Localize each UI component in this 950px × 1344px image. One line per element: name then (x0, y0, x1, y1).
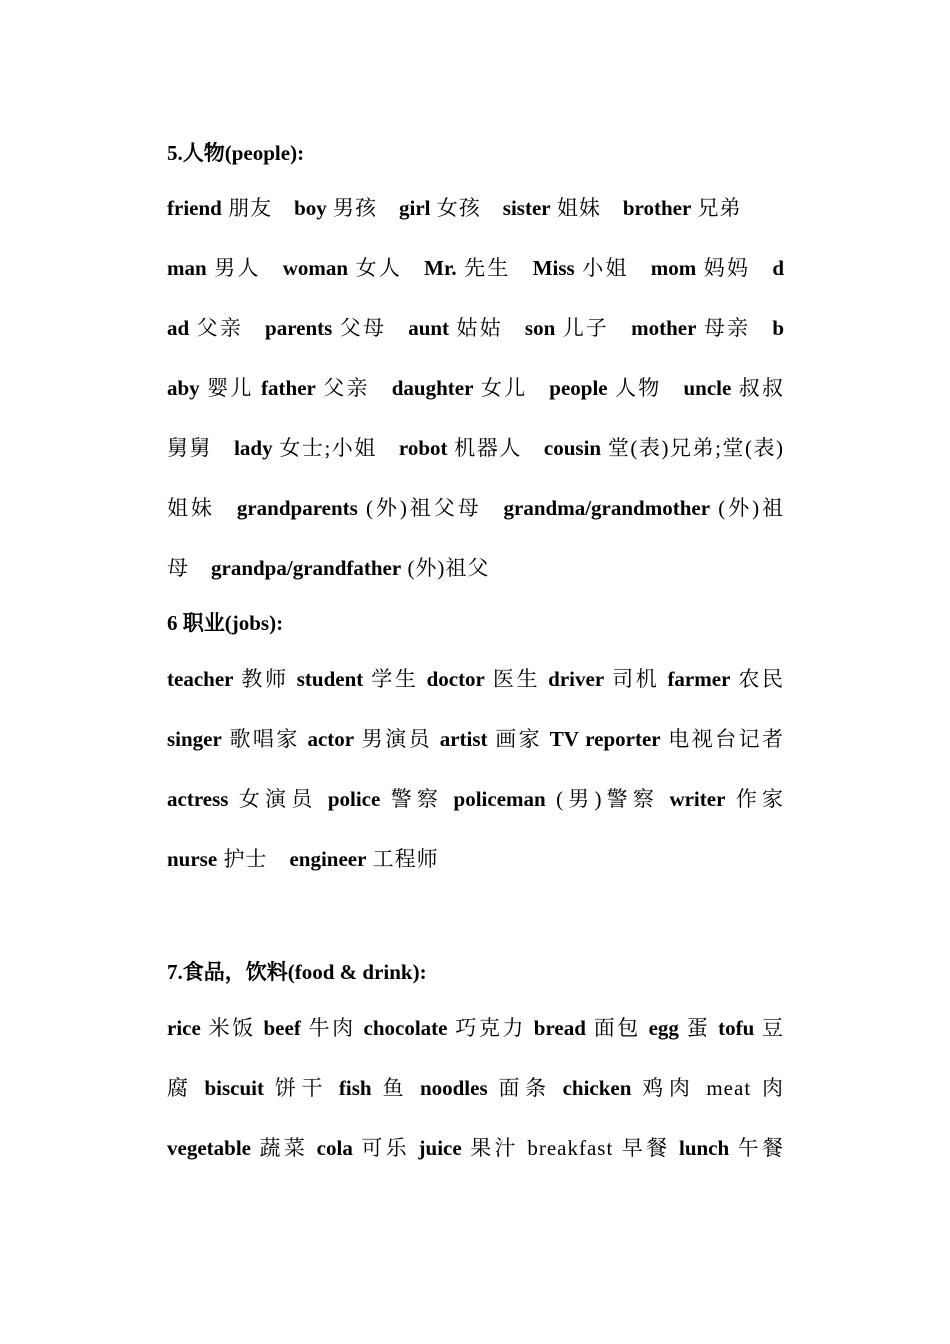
vocab-line (167, 314, 784, 342)
english-word: d (772, 256, 784, 280)
english-word: artist (439, 727, 488, 751)
chinese-meaning: 机器人 (447, 436, 522, 460)
english-word: policeman (453, 787, 546, 811)
chinese-meaning: 女士;小姐 (272, 436, 377, 460)
chinese-meaning: (外)祖父 (401, 556, 490, 580)
chinese-meaning: 作家 (725, 787, 784, 811)
chinese-meaning: 姑姑 (449, 316, 503, 340)
english-word: beef (263, 1016, 301, 1040)
vocab-line (167, 665, 784, 693)
english-word: lunch (678, 1136, 730, 1160)
chinese-meaning: (外)祖 (710, 496, 784, 520)
english-word: cola (316, 1136, 353, 1160)
chinese-meaning: 护士 (217, 847, 268, 871)
chinese-meaning: 小姐 (574, 256, 629, 280)
chinese-meaning: 母 (167, 556, 189, 580)
chinese-meaning: 鱼 (371, 1076, 420, 1100)
chinese-meaning: 饼干 (263, 1076, 339, 1100)
chinese-meaning: 人物 (607, 376, 662, 400)
english-word: actor (307, 727, 355, 751)
chinese-meaning: 面条 (487, 1076, 563, 1100)
chinese-meaning: 果汁 breakfast 早餐 (461, 1136, 679, 1160)
chinese-meaning: 可乐 (352, 1136, 419, 1160)
chinese-meaning: 电视台记者 (660, 727, 784, 751)
chinese-meaning: 午餐 (729, 1136, 784, 1160)
english-word: noodles (419, 1076, 488, 1100)
chinese-meaning: 学生 (363, 667, 427, 691)
english-word: chicken (562, 1076, 632, 1100)
chinese-meaning: 兄弟 (691, 196, 742, 220)
english-word: TV reporter (549, 727, 661, 751)
english-word: fish (338, 1076, 372, 1100)
english-word: rice (167, 1016, 201, 1040)
chinese-meaning: 姐妹 (167, 496, 215, 520)
chinese-meaning: 医生 (484, 667, 549, 691)
chinese-meaning: 蛋 (678, 1016, 719, 1040)
vocab-line (167, 194, 784, 222)
english-word: grandma/grandmother (503, 496, 711, 520)
chinese-meaning: 父亲 (189, 316, 244, 340)
chinese-meaning: 儿子 (555, 316, 610, 340)
vocab-line (167, 494, 784, 522)
section-heading-food: 7.食品，饮料(food & drink): (167, 960, 427, 984)
english-word: egg (648, 1016, 679, 1040)
english-word: tofu (718, 1016, 755, 1040)
english-word: Miss (532, 256, 575, 280)
chinese-meaning: 教师 (233, 667, 297, 691)
english-word: parents (265, 316, 333, 340)
chinese-meaning: 父母 (332, 316, 387, 340)
vocab-line (167, 845, 784, 873)
english-word: singer (167, 727, 222, 751)
chinese-meaning: 男孩 (326, 196, 378, 220)
english-word: aby (167, 376, 200, 400)
chinese-meaning: 农民 (730, 667, 784, 691)
english-word: chocolate (363, 1016, 448, 1040)
english-word: farmer (667, 667, 731, 691)
vocab-line (167, 374, 784, 402)
english-word: cousin (543, 436, 602, 460)
english-word: woman (282, 256, 349, 280)
english-word: doctor (426, 667, 485, 691)
chinese-meaning: 巧克力 (447, 1016, 534, 1040)
english-word: boy (294, 196, 327, 220)
english-word: nurse (167, 847, 218, 871)
english-word: engineer (289, 847, 367, 871)
chinese-meaning: (男)警察 (545, 787, 670, 811)
english-word: driver (548, 667, 605, 691)
chinese-meaning: 妈妈 (696, 256, 751, 280)
vocab-line (167, 1074, 784, 1102)
english-word: writer (669, 787, 726, 811)
english-word: father (261, 376, 316, 400)
vocab-line (167, 434, 784, 462)
english-word: uncle (683, 376, 732, 400)
vocab-line (167, 554, 784, 582)
chinese-meaning: 婴儿 (199, 376, 262, 400)
chinese-meaning: 姐妹 (550, 196, 601, 220)
chinese-meaning: 先生 (456, 256, 511, 280)
english-word: grandparents (236, 496, 358, 520)
chinese-meaning: 米饭 (200, 1016, 264, 1040)
section-heading-people: 5.人物(people): (167, 141, 305, 165)
english-word: Mr. (424, 256, 457, 280)
chinese-meaning: 警察 (380, 787, 454, 811)
english-word: teacher (167, 667, 234, 691)
chinese-meaning: 男人 (206, 256, 261, 280)
chinese-meaning: 父亲 (315, 376, 370, 400)
english-word: actress (167, 787, 229, 811)
english-word: robot (398, 436, 448, 460)
english-word: bread (533, 1016, 586, 1040)
english-word: daughter (391, 376, 474, 400)
english-word: mother (631, 316, 697, 340)
chinese-meaning: 牛肉 (300, 1016, 364, 1040)
english-word: student (296, 667, 364, 691)
chinese-meaning: 堂(表)兄弟;堂(表) (601, 436, 784, 460)
english-word: vegetable (167, 1136, 251, 1160)
chinese-meaning: 朋友 (221, 196, 273, 220)
english-word: friend (167, 196, 222, 220)
chinese-meaning: 女人 (348, 256, 403, 280)
chinese-meaning: (外)祖父母 (357, 496, 482, 520)
chinese-meaning: 画家 (487, 727, 550, 751)
vocab-line (167, 254, 784, 282)
english-word: ad (167, 316, 190, 340)
english-word: b (772, 316, 784, 340)
english-word: grandpa/grandfather (211, 556, 402, 580)
vocab-line (167, 785, 784, 813)
chinese-meaning: 舅舅 (167, 436, 213, 460)
chinese-meaning: 叔叔 (731, 376, 784, 400)
english-word: son (524, 316, 556, 340)
chinese-meaning: 豆 (754, 1016, 784, 1040)
english-word: girl (399, 196, 431, 220)
chinese-meaning: 男演员 (354, 727, 440, 751)
section-heading-jobs: 6 职业(jobs): (167, 611, 284, 635)
english-word: juice (418, 1136, 462, 1160)
chinese-meaning: 工程师 (366, 847, 439, 871)
english-word: lady (234, 436, 273, 460)
english-word: people (549, 376, 608, 400)
english-word: biscuit (204, 1076, 264, 1100)
vocab-line (167, 1014, 784, 1042)
english-word: police (327, 787, 381, 811)
english-word: sister (502, 196, 551, 220)
chinese-meaning: 蔬菜 (250, 1136, 317, 1160)
english-word: aunt (408, 316, 450, 340)
chinese-meaning: 母亲 (696, 316, 751, 340)
chinese-meaning: 司机 (604, 667, 668, 691)
chinese-meaning: 女孩 (430, 196, 481, 220)
english-word: man (167, 256, 207, 280)
chinese-meaning: 女演员 (228, 787, 328, 811)
vocab-line (167, 1134, 784, 1162)
chinese-meaning: 鸡肉 meat 肉 (631, 1076, 784, 1100)
vocab-line (167, 725, 784, 753)
chinese-meaning: 女儿 (473, 376, 528, 400)
english-word: brother (622, 196, 692, 220)
chinese-meaning: 面包 (585, 1016, 649, 1040)
chinese-meaning: 歌唱家 (221, 727, 308, 751)
chinese-meaning: 腐 (167, 1076, 205, 1100)
english-word: mom (650, 256, 697, 280)
